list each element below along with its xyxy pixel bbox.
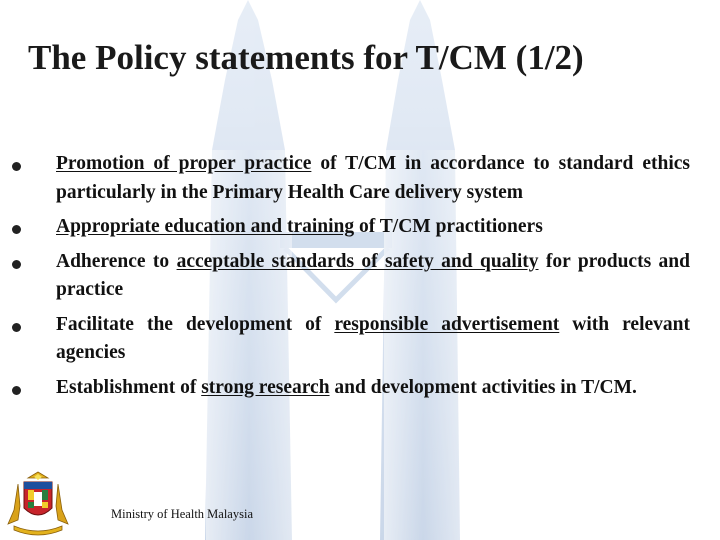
bullet-text: and development activities in T/CM.	[329, 376, 637, 398]
bullet-list	[10, 150, 690, 408]
bullet-item	[10, 311, 690, 368]
bullet-item	[10, 150, 690, 207]
bullet-underlined-text: Promotion of proper practice	[56, 153, 312, 174]
bullet-item	[10, 213, 690, 242]
bullet-text: of T/CM practitioners	[354, 216, 543, 237]
slide-title: The Policy statements for T/CM (1/2)	[28, 38, 584, 77]
bullet-underlined-text: responsible advertisement	[334, 313, 560, 335]
bullet-text: Adherence to	[56, 250, 177, 272]
bullet-text: Facilitate the development of	[56, 313, 335, 335]
bullet-underlined-text: Appropriate education and training	[56, 216, 355, 237]
malaysia-coat-of-arms-icon	[4, 470, 72, 536]
bullet-text: with relevant agencies	[56, 313, 690, 363]
bullet-text: for products and practice	[56, 250, 690, 300]
bullet-icon	[12, 386, 21, 395]
bullet-text: Establishment of	[56, 376, 202, 398]
bullet-icon	[12, 225, 21, 234]
bullet-item	[10, 374, 690, 403]
bullet-underlined-text: acceptable standards of safety and quality	[176, 250, 539, 272]
bullet-icon	[12, 260, 21, 269]
bullet-text: of T/CM in accordance to standard ethics particularly in the Primary Health Care delivery system	[56, 153, 690, 203]
bullet-item	[10, 248, 690, 305]
bullet-underlined-text: strong research	[201, 376, 330, 398]
footer-ministry-label: Ministry of Health Malaysia	[111, 507, 253, 521]
bullet-icon	[12, 162, 21, 171]
bullet-icon	[12, 323, 21, 332]
